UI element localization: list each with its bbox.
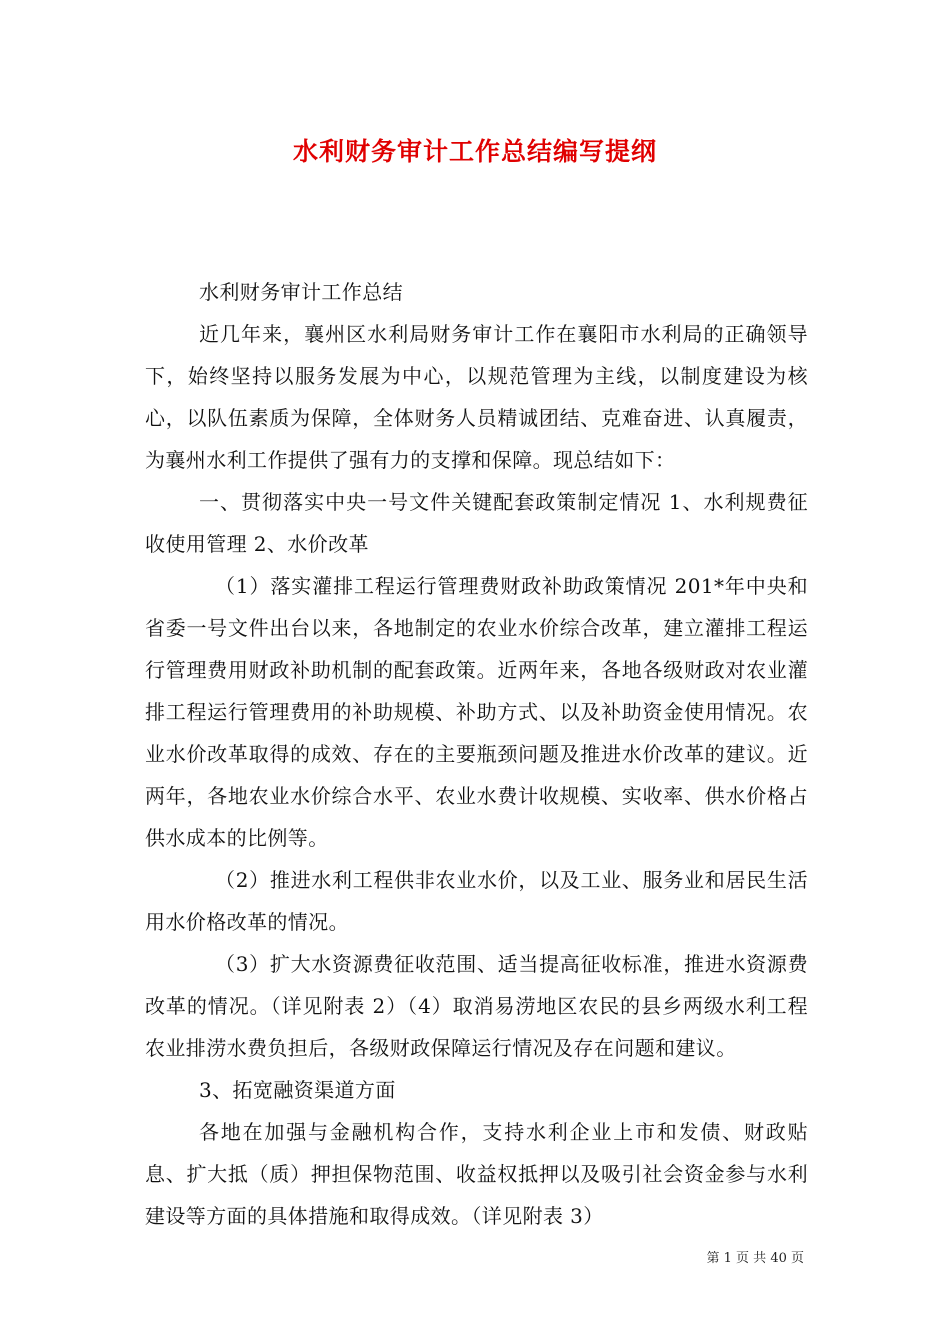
section-heading: 水利财务审计工作总结	[199, 280, 403, 304]
page-footer: 第 1 页 共 40 页	[706, 1251, 804, 1266]
paragraph-section-1: 一、贯彻落实中央一号文件关键配套政策制定情况 1、水利规费征收使用管理 2、水价改革	[145, 490, 808, 556]
paragraph-item-1: （1）落实灌排工程运行管理费财政补助政策情况 201*年中央和省委一号文件出台以来，各地制定的农业水价综合改革，建立灌排工程运行管理费用财政补助机制的配套政策。近两年来，各地各级财政对农业灌排工程运行管理费用的补助规模、补助方式、以及补助资金使用情况。农业水价改革取得的成效、存在的主要瓶颈问题及推进水价改革的建议。近两年，各地农业水价综合水平、农业水费计收规模、实收率、供水价格占供水成本的比例等。	[145, 574, 808, 850]
paragraph-intro: 近几年来，襄州区水利局财务审计工作在襄阳市水利局的正确领导下，始终坚持以服务发展为中心，以规范管理为主线，以制度建设为核心，以队伍素质为保障，全体财务人员精诚团结、克难奋进、认真履责，为襄州水利工作提供了强有力的支撑和保障。现总结如下：	[145, 322, 808, 472]
paragraph-section-3: 3、拓宽融资渠道方面	[199, 1078, 396, 1102]
paragraph-financing: 各地在加强与金融机构合作，支持水利企业上市和发债、财政贴息、扩大抵（质）押担保物范围、收益权抵押以及吸引社会资金参与水利建设等方面的具体措施和取得成效。（详见附表 3）	[145, 1120, 808, 1228]
paragraph-item-3: （3）扩大水资源费征收范围、适当提高征收标准，推进水资源费改革的情况。（详见附表 2）（4）取消易涝地区农民的县乡两级水利工程农业排涝水费负担后，各级财政保障运行情况及存在问题和建议。	[145, 952, 808, 1060]
document-title: 水利财务审计工作总结编写提纲	[292, 137, 657, 166]
paragraph-item-2: （2）推进水利工程供非农业水价，以及工业、服务业和居民生活用水价格改革的情况。	[145, 868, 808, 934]
document-body	[145, 271, 808, 1237]
